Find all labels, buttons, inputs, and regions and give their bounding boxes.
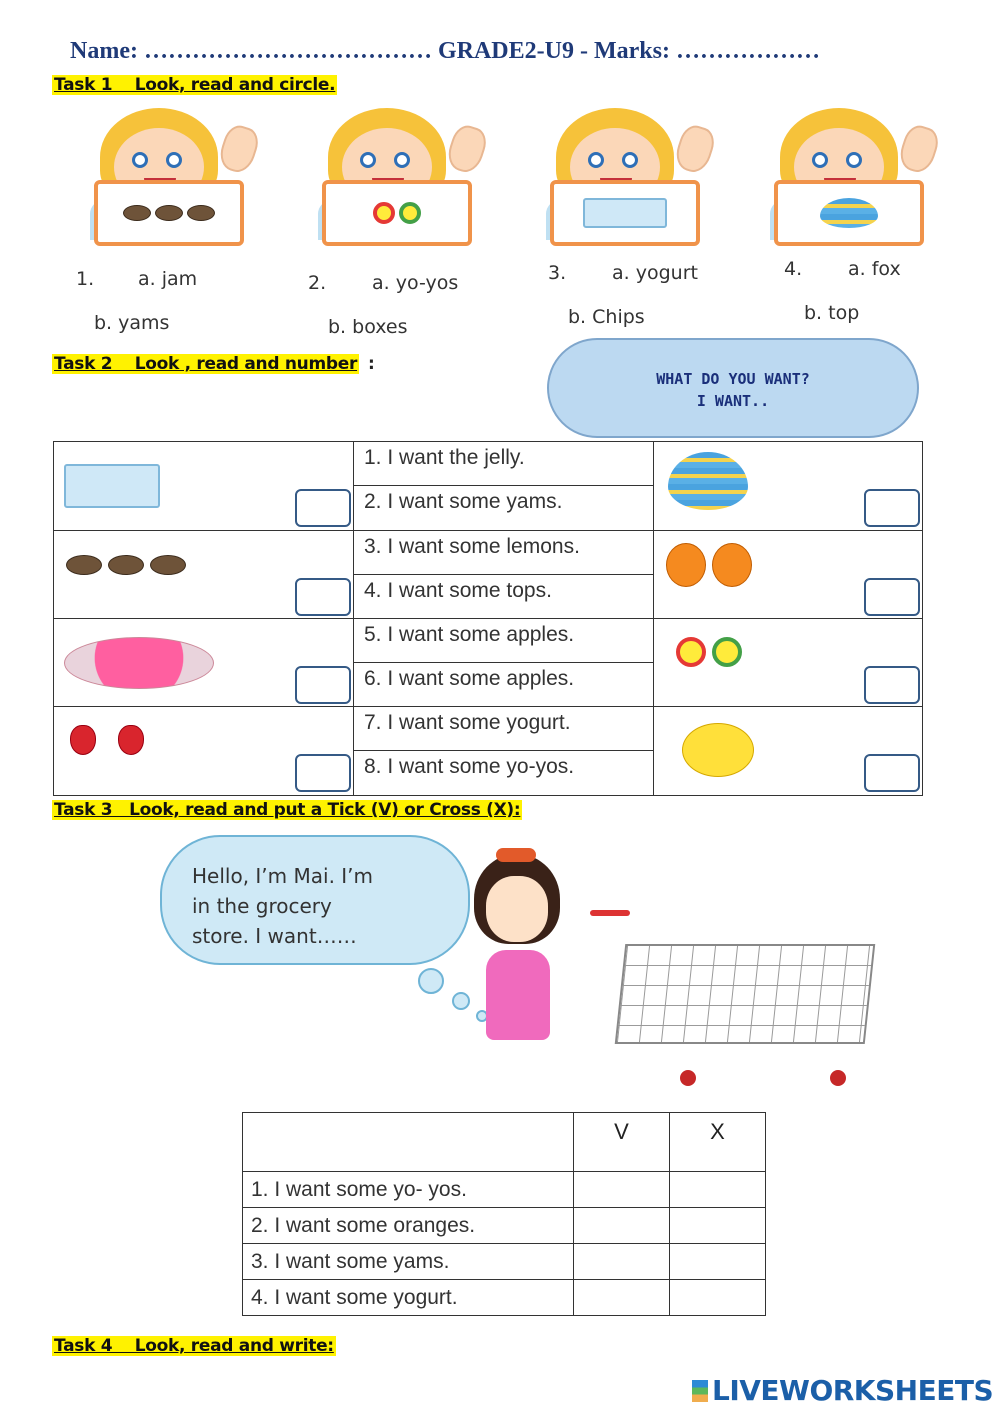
table-row	[243, 1172, 766, 1208]
tick-cell[interactable]	[574, 1172, 670, 1208]
shopping-cart-illustration	[590, 910, 880, 1090]
answer-box-top[interactable]	[864, 489, 920, 527]
item-number: 1.	[76, 268, 95, 290]
sentence-8: 8. I want some yo-yos.	[364, 755, 575, 778]
jelly-icon	[64, 637, 214, 689]
item-number: 2.	[308, 272, 327, 294]
task2-label: Task 2 Look , read and number	[54, 354, 358, 374]
statement-3: 3. I want some yams.	[243, 1244, 574, 1280]
cross-cell[interactable]	[670, 1244, 766, 1280]
sentence-6: 6. I want some apples.	[364, 667, 575, 690]
table-row	[243, 1280, 766, 1316]
statement-4: 4. I want some yogurt.	[243, 1280, 574, 1316]
oranges-icon	[666, 543, 752, 587]
thought-dot	[418, 968, 444, 994]
worksheet-header: Name: ……………………………… GRADE2-U9 - Marks: ………………	[70, 38, 820, 64]
answer-box-yogurt[interactable]	[295, 489, 351, 527]
yoyo-icon	[326, 184, 468, 242]
thought-bubble	[160, 835, 470, 965]
yams-icon	[66, 555, 186, 575]
answer-box-yams[interactable]	[295, 578, 351, 616]
task1-label: Task 1 Look, read and circle.	[54, 75, 336, 95]
task1-item-3	[508, 100, 713, 340]
answer-box-yoyos[interactable]	[864, 666, 920, 704]
sentence-7: 7. I want some yogurt.	[354, 707, 654, 751]
header-cross: X	[670, 1113, 766, 1172]
option-a[interactable]: a. fox	[848, 258, 901, 280]
option-a[interactable]: a. yogurt	[612, 262, 698, 284]
kid-illustration	[310, 100, 480, 250]
speech-cloud	[547, 338, 919, 438]
statement-2: 2. I want some oranges.	[243, 1208, 574, 1244]
sentence-2: 2. I want some yams.	[364, 490, 563, 513]
option-b[interactable]: b. top	[804, 302, 860, 324]
task1-item-4	[732, 100, 937, 340]
picture-board	[774, 180, 924, 246]
picture-board	[94, 180, 244, 246]
picture-board	[322, 180, 472, 246]
task3-table	[242, 1112, 766, 1316]
bubble-text: Hello, I’m Mai. I’m in the grocery store. I want……	[192, 864, 374, 948]
answer-box-apples[interactable]	[295, 754, 351, 792]
answer-box-lemons[interactable]	[864, 754, 920, 792]
sentence-4: 4. I want some tops.	[364, 579, 552, 602]
item-number: 3.	[548, 262, 567, 284]
table-row	[54, 442, 922, 530]
task2-label-colon: :	[368, 354, 375, 374]
table-row	[243, 1208, 766, 1244]
answer-box-oranges[interactable]	[864, 578, 920, 616]
table-row	[54, 530, 922, 618]
header-blank	[243, 1113, 574, 1172]
kid-illustration	[762, 100, 932, 250]
statement-1: 1. I want some yo- yos.	[243, 1172, 574, 1208]
kid-illustration	[538, 100, 708, 250]
table-row	[54, 706, 922, 794]
yoyo-icon	[676, 637, 742, 667]
apples-icon	[70, 725, 144, 755]
tick-cell[interactable]	[574, 1280, 670, 1316]
yogurt-icon	[64, 464, 160, 508]
spinning-top-icon	[668, 452, 748, 510]
tick-cell[interactable]	[574, 1208, 670, 1244]
option-b[interactable]: b. Chips	[568, 306, 645, 328]
yams-icon	[98, 184, 240, 242]
cloud-text: WHAT DO YOU WANT? I WANT..	[656, 370, 810, 410]
task1-item-1	[52, 100, 257, 340]
option-a[interactable]: a. yo-yos	[372, 272, 459, 294]
task1-panel	[52, 100, 940, 340]
item-number: 4.	[784, 258, 803, 280]
task2-table	[53, 441, 923, 796]
option-b[interactable]: b. yams	[94, 312, 170, 334]
tick-cell[interactable]	[574, 1244, 670, 1280]
sentence-5: 5. I want some apples.	[354, 619, 654, 663]
yogurt-icon	[554, 184, 696, 242]
table-row	[243, 1244, 766, 1280]
sentence-1: 1. I want the jelly.	[354, 442, 654, 486]
option-b[interactable]: b. boxes	[328, 316, 408, 338]
logo-icon	[692, 1380, 708, 1402]
task1-item-2	[280, 100, 485, 340]
cross-cell[interactable]	[670, 1172, 766, 1208]
cross-cell[interactable]	[670, 1208, 766, 1244]
girl-illustration	[468, 850, 568, 1065]
option-a[interactable]: a. jam	[138, 268, 198, 290]
sentence-3: 3. I want some lemons.	[354, 531, 654, 575]
answer-box-jelly[interactable]	[295, 666, 351, 704]
spinning-top-icon	[778, 184, 920, 242]
header-tick: V	[574, 1113, 670, 1172]
picture-board	[550, 180, 700, 246]
task3-label: Task 3 Look, read and put a Tick (V) or Cross (X):	[54, 800, 521, 820]
lemon-icon	[682, 723, 754, 777]
cross-cell[interactable]	[670, 1280, 766, 1316]
table-row	[54, 618, 922, 706]
task4-label: Task 4 Look, read and write:	[54, 1336, 334, 1356]
liveworksheets-logo: LIVEWORKSHEETS	[692, 1374, 993, 1407]
kid-illustration	[82, 100, 252, 250]
